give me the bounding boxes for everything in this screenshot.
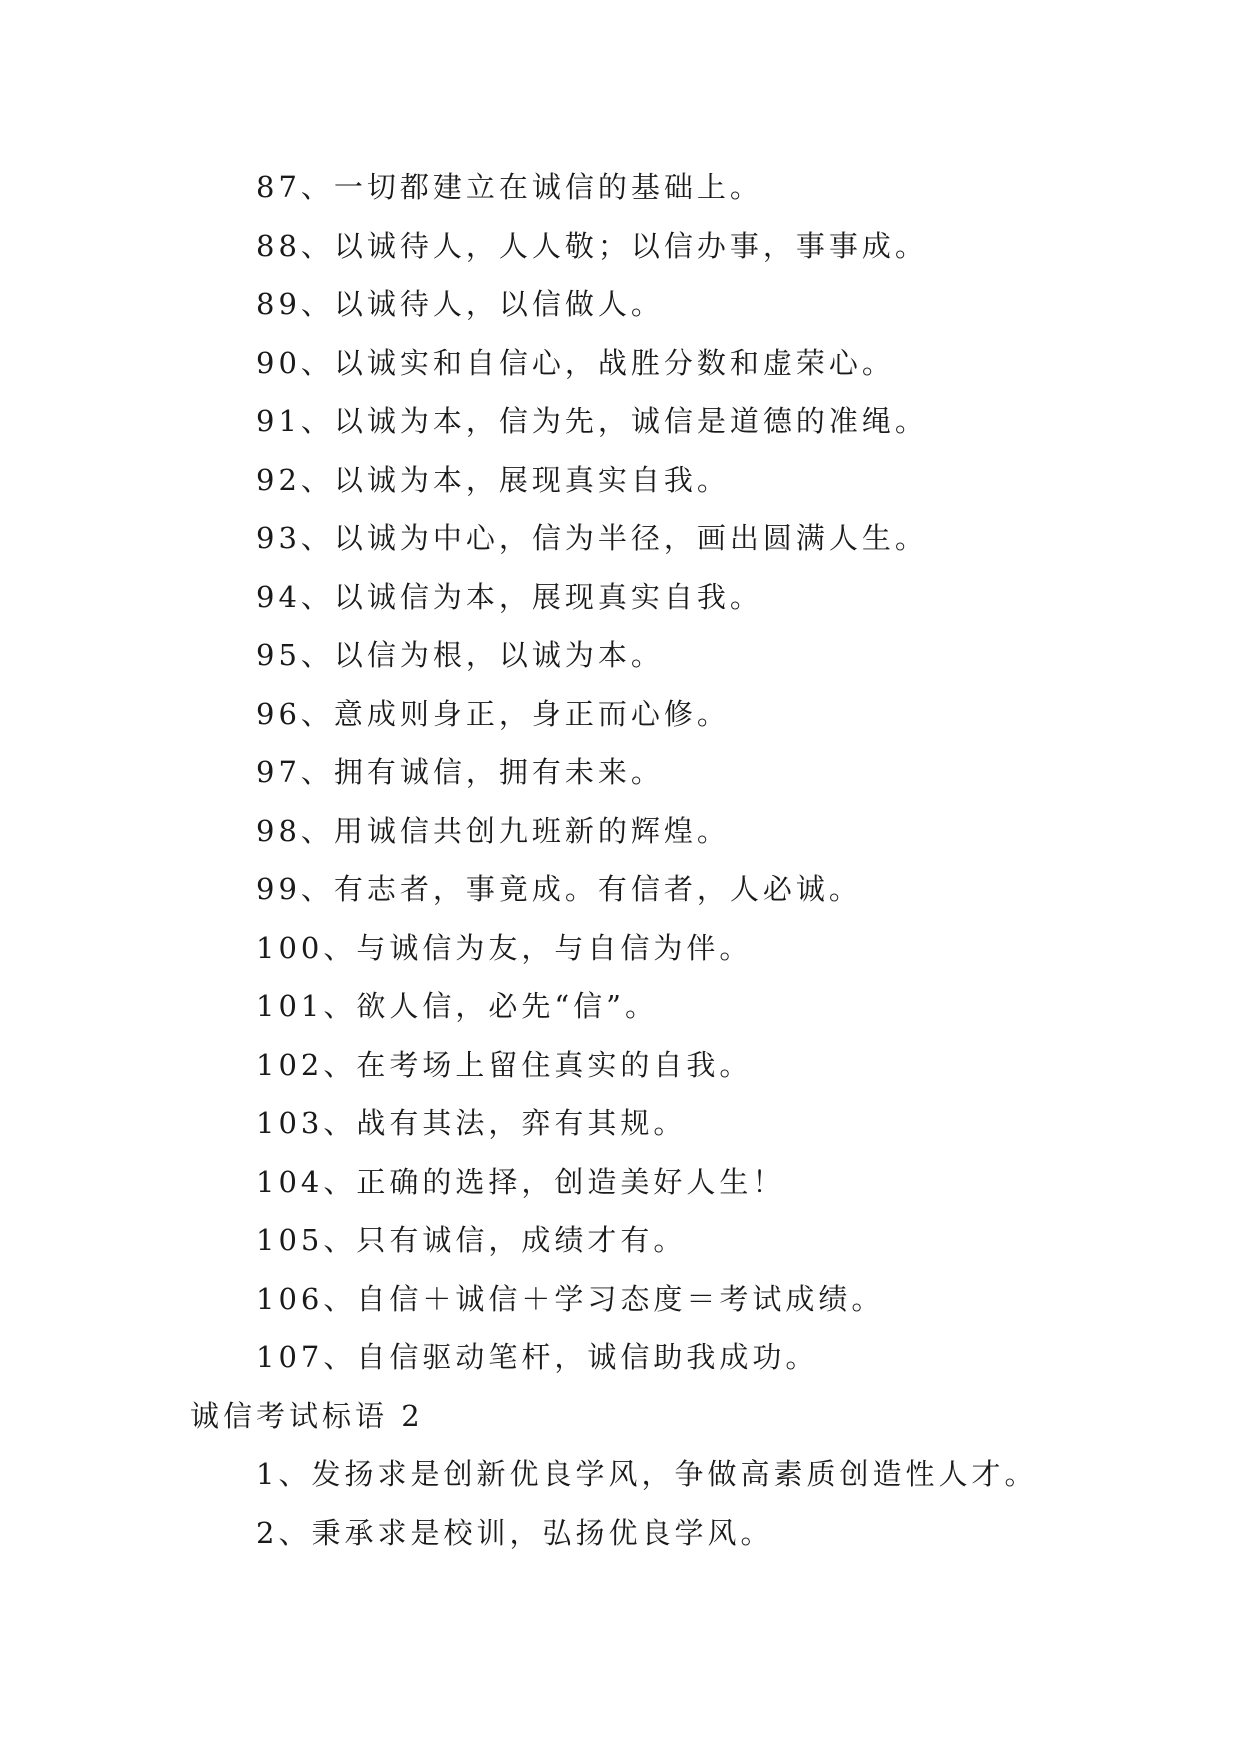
slogan-item: 1、发扬求是创新优良学风，争做高素质创造性人才。 xyxy=(256,1457,1038,1491)
slogan-item: 98、用诚信共创九班新的辉煌。 xyxy=(256,813,730,848)
slogan-item: 2、秉承求是校训，弘扬优良学风。 xyxy=(256,1515,774,1550)
slogan-item: 104、正确的选择，创造美好人生！ xyxy=(256,1164,786,1199)
slogan-item: 105、只有诚信，成绩才有。 xyxy=(256,1223,687,1257)
slogan-item: 90、以诚实和自信心，战胜分数和虚荣心。 xyxy=(256,345,895,380)
slogan-item: 91、以诚为本，信为先，诚信是道德的准绳。 xyxy=(256,404,928,438)
slogan-item: 106、自信＋诚信＋学习态度＝考试成绩。 xyxy=(256,1281,885,1316)
slogan-item: 103、战有其法，弈有其规。 xyxy=(256,1106,687,1140)
slogan-item: 88、以诚待人，人人敬；以信办事，事事成。 xyxy=(256,228,928,263)
slogan-item: 93、以诚为中心，信为半径，画出圆满人生。 xyxy=(256,521,928,555)
slogan-item: 96、意成则身正，身正而心修。 xyxy=(256,696,730,731)
slogan-item: 99、有志者，事竟成。有信者，人必诚。 xyxy=(256,872,862,906)
slogan-item: 94、以诚信为本，展现真实自我。 xyxy=(256,579,763,614)
slogan-item: 101、欲人信，必先“信”。 xyxy=(256,989,659,1023)
slogan-item: 102、在考场上留住真实的自我。 xyxy=(256,1047,753,1082)
slogan-item: 87、一切都建立在诚信的基础上。 xyxy=(256,170,763,204)
slogan-item: 107、自信驱动笔杆，诚信助我成功。 xyxy=(256,1340,819,1374)
slogan-item: 100、与诚信为友，与自信为伴。 xyxy=(256,930,753,965)
slogan-item: 95、以信为根，以诚为本。 xyxy=(256,638,664,672)
slogan-item: 89、以诚待人，以信做人。 xyxy=(256,287,664,321)
slogan-list xyxy=(0,158,1241,1562)
section-heading: 诚信考试标语 2 xyxy=(190,1398,424,1433)
slogan-item: 97、拥有诚信，拥有未来。 xyxy=(256,755,664,789)
slogan-item: 92、以诚为本，展现真实自我。 xyxy=(256,462,730,497)
